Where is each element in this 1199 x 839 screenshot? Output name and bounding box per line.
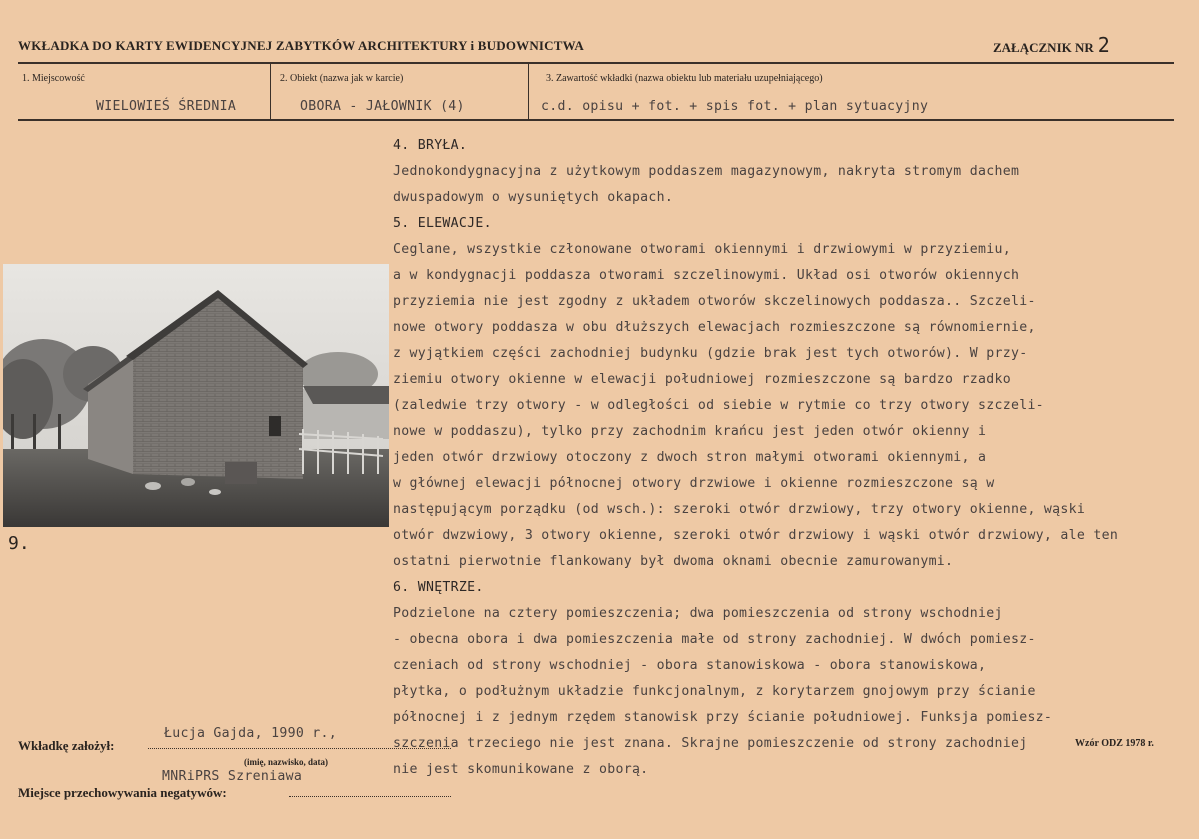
header-rule-top — [18, 62, 1174, 64]
text-line: a w kondygnacji poddasza otworami szczelinowymi. Układ osi otworów okiennych — [393, 268, 1020, 283]
text-line: przyziemia nie jest zgodny z układem otworów skczelinowych poddasza.. Szczeli- — [393, 294, 1036, 309]
building-photo — [3, 264, 389, 527]
author-caption: (imię, nazwisko, data) — [244, 757, 328, 767]
text-line: czeniach od strony wschodniej - obora stanowiskowa - obora stanowiskowa, — [393, 658, 987, 673]
author-value: Łucja Gajda, 1990 r., — [164, 726, 338, 741]
text-line: - obecna obora i dwa pomieszczenia małe od strony zachodniej. W dwóch pomiesz- — [393, 632, 1036, 647]
field-locality-label: 1. Miejscowość — [22, 73, 85, 84]
text-line: (zaledwie trzy otwory - w odległości od siebie w rytmie co trzy otwory szczeli- — [393, 398, 1044, 413]
field-content-label: 3. Zawartość wkładki (nazwa obiektu lub materiału uzupełniającego) — [546, 73, 823, 84]
form-code: Wzór ODZ 1978 r. — [1075, 738, 1154, 749]
text-line: nie jest skomunikowane z oborą. — [393, 762, 649, 777]
text-line: następującym porządku (od wsch.): szeroki otwór drzwiowy, trzy otwory okienne, wąski — [393, 502, 1086, 517]
field-divider-2 — [528, 64, 529, 120]
description-text — [393, 133, 1183, 783]
text-line: z wyjątkiem części zachodniej budynku (gdzie brak jest tych otworów). W przy- — [393, 346, 1028, 361]
text-line: jeden otwór drzwiowy otoczony z dwoch stron małymi otworami okiennymi, a — [393, 450, 987, 465]
text-line: nowe w poddaszu), tylko przy zachodnim krańcu jest jeden otwór okienny i — [393, 424, 987, 439]
annex-label-text: ZAŁĄCZNIK NR — [993, 40, 1094, 55]
section-heading: 5. ELEWACJE. — [393, 216, 492, 231]
annex-number: 2 — [1097, 33, 1110, 57]
section-heading: 6. WNĘTRZE. — [393, 580, 484, 595]
text-line: nowe otwory poddasza w obu dłuższych elewacjach rozmieszczone są równomiernie, — [393, 320, 1036, 335]
header-rule-bottom — [18, 119, 1174, 121]
storage-dotted-line — [289, 796, 451, 797]
text-line: Podzielone na cztery pomieszczenia; dwa pomieszczenia od strony wschodniej — [393, 606, 1003, 621]
field-content-value: c.d. opisu + fot. + spis fot. + plan sytuacyjny — [541, 99, 929, 114]
text-line: ziemiu otwory okienne w elewacji południowej rozmieszczone są bardzo rzadko — [393, 372, 1011, 387]
photo-number: 9. — [8, 533, 30, 554]
text-line: otwór dwzwiowy, 3 otwory okienne, szeroki otwór drzwiowy i wąski otwór drzwiowy, ale ten — [393, 528, 1119, 543]
text-line: ostatni pierwotnie flankowany był dwoma oknami obecnie zamurowanymi. — [393, 554, 954, 569]
text-line: szczenia trzeciego nie jest znana. Skrajne pomieszczenie od strony zachodniej — [393, 736, 1028, 751]
storage-value: MNRiPRS Szreniawa — [162, 769, 303, 784]
text-line: w głównej elewacji północnej otwory drzwiowe i okienne rozmieszczone są w — [393, 476, 995, 491]
field-locality-value: WIELOWIEŚ ŚREDNIA — [96, 99, 237, 114]
section-heading: 4. BRYŁA. — [393, 138, 468, 153]
barn-photo-image — [3, 264, 389, 527]
annex-label — [993, 33, 1110, 57]
author-label: Wkładkę założył: — [18, 738, 115, 753]
text-line: dwuspadowym o wysuniętych okapach. — [393, 190, 674, 205]
text-line: północnej i z jednym rzędem stanowisk przy ścianie południowej. Funksja pomiesz- — [393, 710, 1053, 725]
field-object-label: 2. Obiekt (nazwa jak w karcie) — [280, 73, 404, 84]
field-divider-1 — [270, 64, 271, 120]
text-line: Jednokondygnacyjna z użytkowym poddaszem magazynowym, nakryta stromym dachem — [393, 164, 1020, 179]
field-object-value: OBORA - JAŁOWNIK (4) — [300, 99, 465, 114]
author-dotted-line — [148, 748, 451, 749]
text-line: Ceglane, wszystkie członowane otworami okiennymi i drzwiowymi w przyziemiu, — [393, 242, 1011, 257]
card-title: WKŁADKA DO KARTY EWIDENCYJNEJ ZABYTKÓW ARCHITEKTURY i BUDOWNICTWA — [18, 38, 584, 53]
text-line: płytka, o podłużnym układzie funkcjonalnym, z korytarzem gnojowym przy ścianie — [393, 684, 1036, 699]
storage-label: Miejsce przechowywania negatywów: — [18, 785, 227, 800]
